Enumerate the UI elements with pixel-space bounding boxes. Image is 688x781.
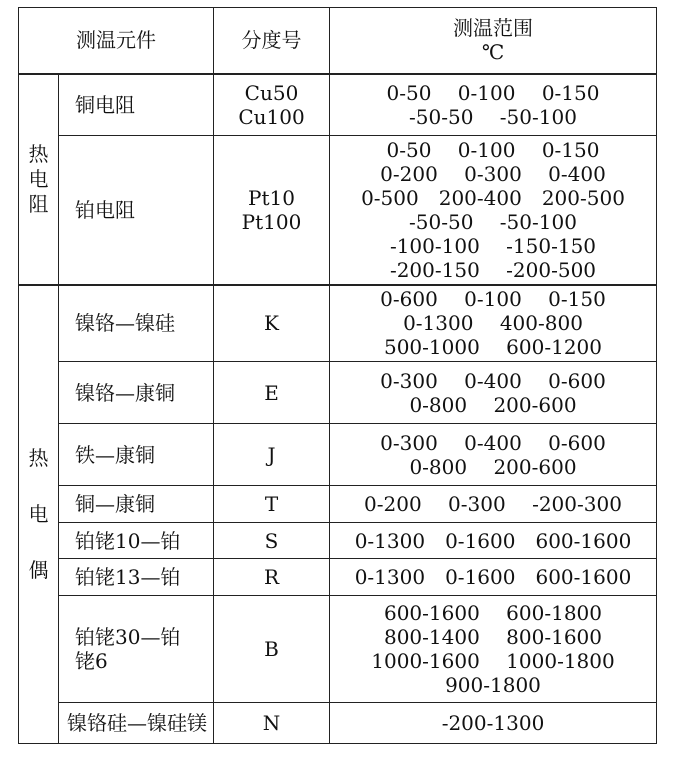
graduation-label: N xyxy=(262,711,281,735)
category-cell xyxy=(19,74,59,285)
range-line: 800-1400 800-1600 xyxy=(383,625,603,649)
header-range-label: 测温范围 xyxy=(453,16,533,41)
range-line: 0-200 0-300 -200-300 xyxy=(364,492,622,516)
range-line: 600-1600 600-1800 xyxy=(383,601,603,625)
element-cell xyxy=(59,424,214,486)
header-graduation xyxy=(214,8,330,74)
element-label: 铂铑30—铂 xyxy=(75,625,181,649)
graduation-cell xyxy=(214,703,330,744)
table-row xyxy=(19,596,657,703)
range-line: 0-800 200-600 xyxy=(409,454,577,479)
header-range xyxy=(330,8,657,74)
range-cell xyxy=(330,523,657,559)
range-line: 500-1000 600-1200 xyxy=(383,335,603,360)
graduation-cell xyxy=(214,74,330,136)
graduation-cell xyxy=(214,523,330,559)
category-label: 热电阻 xyxy=(28,141,49,216)
table-row xyxy=(19,136,657,285)
table-row xyxy=(19,559,657,596)
range-line: 0-50 0-100 0-150 xyxy=(386,137,600,162)
range-cell xyxy=(330,362,657,424)
element-cell xyxy=(59,703,214,744)
header-element xyxy=(19,8,214,74)
element-cell xyxy=(59,486,214,523)
category-label: 热电偶 xyxy=(28,446,49,583)
element-cell xyxy=(59,559,214,596)
range-line: 0-200 0-300 0-400 xyxy=(380,161,606,186)
table-row xyxy=(19,362,657,424)
table-header-row xyxy=(19,8,657,74)
graduation-label: T xyxy=(264,492,279,516)
element-cell xyxy=(59,136,214,285)
range-cell xyxy=(330,703,657,744)
range-line: -200-1300 xyxy=(441,711,545,735)
graduation-cell xyxy=(214,136,330,285)
range-line: -200-150 -200-500 xyxy=(389,257,597,282)
range-line: -100-100 -150-150 xyxy=(389,233,597,258)
element-label: 镍铬硅—镍硅镁 xyxy=(67,711,207,735)
range-line: 0-1300 0-1600 600-1600 xyxy=(354,528,632,553)
element-label: 铂铑13—铂 xyxy=(75,565,181,589)
header-graduation-label: 分度号 xyxy=(241,28,302,53)
element-label: 铑6 xyxy=(75,649,108,673)
element-label: 铁—康铜 xyxy=(75,442,155,467)
graduation-label: R xyxy=(263,565,280,589)
graduation-cell xyxy=(214,559,330,596)
range-line: -50-50 -50-100 xyxy=(409,209,577,234)
graduation-label: B xyxy=(264,637,279,661)
temperature-range-table xyxy=(18,7,657,744)
graduation-label: Pt10 xyxy=(248,185,295,210)
range-line: -50-50 -50-100 xyxy=(409,104,577,129)
range-line: 900-1800 xyxy=(445,673,541,697)
table-row xyxy=(19,74,657,136)
element-cell xyxy=(59,362,214,424)
element-label: 镍铬—康铜 xyxy=(75,380,175,405)
range-line: 0-1300 0-1600 600-1600 xyxy=(354,565,632,589)
range-cell xyxy=(330,559,657,596)
range-line: 1000-1600 1000-1800 xyxy=(371,649,615,673)
graduation-cell xyxy=(214,596,330,703)
range-cell xyxy=(330,486,657,523)
range-line: 0-600 0-100 0-150 xyxy=(380,287,606,312)
element-label: 铜—康铜 xyxy=(75,492,155,516)
range-cell xyxy=(330,424,657,486)
range-line: 0-300 0-400 0-600 xyxy=(380,368,606,393)
category-cell xyxy=(19,285,59,744)
graduation-cell xyxy=(214,285,330,362)
graduation-label: J xyxy=(267,442,276,467)
range-cell xyxy=(330,136,657,285)
graduation-cell xyxy=(214,424,330,486)
graduation-cell xyxy=(214,362,330,424)
table-row xyxy=(19,523,657,559)
graduation-cell xyxy=(214,486,330,523)
element-label: 铂铑10—铂 xyxy=(75,528,181,553)
table-row xyxy=(19,703,657,744)
element-label: 镍铬—镍硅 xyxy=(75,311,175,336)
range-line: 0-800 200-600 xyxy=(409,392,577,417)
element-cell xyxy=(59,523,214,559)
graduation-label: E xyxy=(264,380,279,405)
range-line: 0-50 0-100 0-150 xyxy=(386,80,600,105)
header-element-label: 测温元件 xyxy=(76,28,156,53)
graduation-label: Cu100 xyxy=(238,104,305,129)
graduation-label: Pt100 xyxy=(241,209,302,234)
element-cell xyxy=(59,596,214,703)
range-cell xyxy=(330,596,657,703)
graduation-label: K xyxy=(264,311,279,336)
element-cell xyxy=(59,285,214,362)
element-label: 铂电阻 xyxy=(75,197,135,222)
table-row xyxy=(19,486,657,523)
range-cell xyxy=(330,285,657,362)
range-line: 0-300 0-400 0-600 xyxy=(380,430,606,455)
table-row xyxy=(19,424,657,486)
element-label: 铜电阻 xyxy=(75,92,135,117)
table-row xyxy=(19,285,657,362)
graduation-label: S xyxy=(264,528,279,553)
range-line: 0-500 200-400 200-500 xyxy=(361,185,625,210)
range-cell xyxy=(330,74,657,136)
header-range-unit: ℃ xyxy=(481,40,505,65)
graduation-label: Cu50 xyxy=(244,80,299,105)
range-line: 0-1300 400-800 xyxy=(403,311,583,336)
element-cell xyxy=(59,74,214,136)
